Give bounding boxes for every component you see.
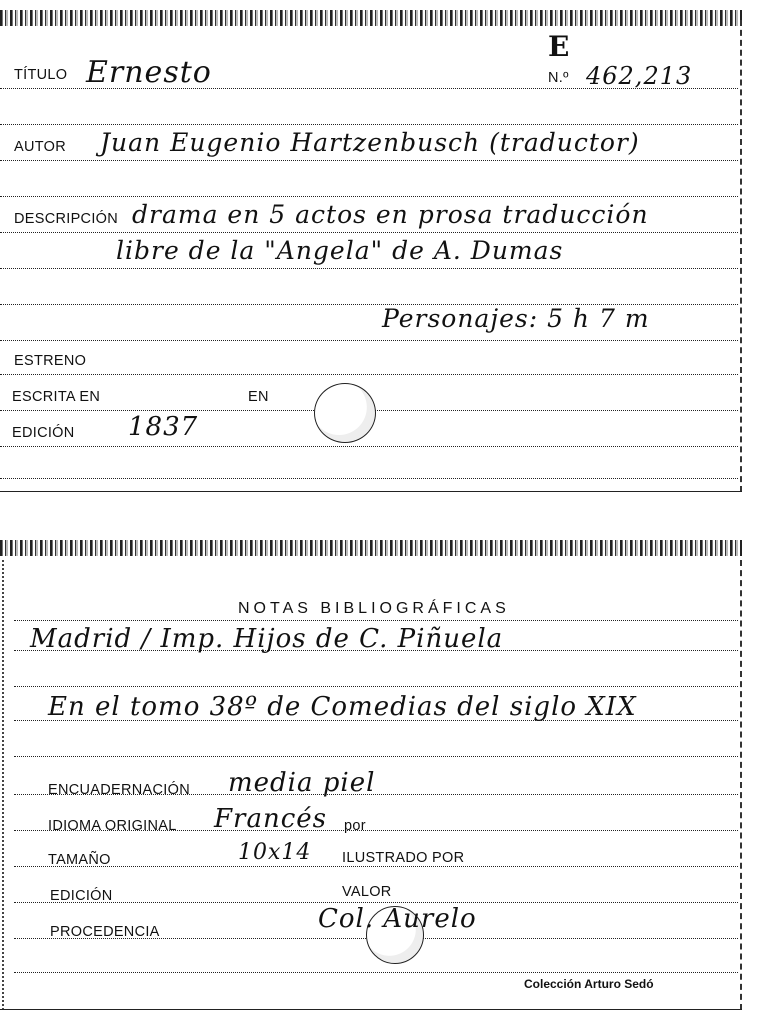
edicion-label-2: EDICIÓN bbox=[50, 888, 113, 904]
torn-top-edge bbox=[0, 10, 742, 26]
valor-label: VALOR bbox=[342, 884, 392, 900]
procedencia-value: Col. Aurelo bbox=[318, 904, 477, 934]
tamano-label: TAMAÑO bbox=[48, 852, 111, 868]
encuadernacion-value: media piel bbox=[228, 768, 376, 798]
card-bottom-edge bbox=[0, 491, 742, 492]
estreno-label: ESTRENO bbox=[14, 353, 87, 369]
rule-line bbox=[14, 902, 738, 903]
rule-line bbox=[14, 972, 738, 973]
rule-line bbox=[14, 686, 738, 687]
en-label: EN bbox=[248, 389, 269, 405]
idioma-label: IDIOMA ORIGINAL bbox=[48, 818, 177, 834]
card-left-edge bbox=[2, 560, 4, 1010]
idioma-value: Francés bbox=[214, 804, 328, 834]
por-label: por bbox=[344, 818, 366, 834]
rule-line bbox=[0, 196, 738, 197]
encuadernacion-label: ENCUADERNACIÓN bbox=[48, 782, 190, 798]
nota-line1: Madrid / Imp. Hijos de C. Piñuela bbox=[30, 624, 504, 654]
catalog-card-front bbox=[0, 0, 742, 492]
descripcion-label: DESCRIPCIÓN bbox=[14, 211, 119, 227]
card-bottom-edge bbox=[0, 1009, 742, 1010]
numero-value: 462,213 bbox=[586, 62, 693, 90]
catalog-card-back bbox=[0, 540, 742, 1010]
card-right-edge bbox=[740, 560, 742, 1010]
procedencia-label: PROCEDENCIA bbox=[50, 924, 160, 940]
collection-credit: Colección Arturo Sedó bbox=[524, 977, 654, 991]
titulo-label: TÍTULO bbox=[14, 67, 68, 83]
torn-top-edge bbox=[0, 540, 742, 556]
rule-line bbox=[14, 756, 738, 757]
rule-line bbox=[0, 340, 738, 341]
numero-label: N.º bbox=[548, 70, 569, 86]
notas-heading: NOTAS BIBLIOGRÁFICAS bbox=[238, 600, 510, 617]
catalog-letter: E bbox=[548, 30, 571, 63]
descripcion-line1: drama en 5 actos en prosa traducción bbox=[132, 200, 649, 229]
round-stamp bbox=[314, 383, 376, 443]
autor-value: Juan Eugenio Hartzenbusch (traductor) bbox=[100, 128, 640, 157]
nota-line2: En el tomo 38º de Comedias del siglo XIX bbox=[48, 692, 637, 722]
rule-line bbox=[0, 124, 738, 125]
rule-line bbox=[0, 160, 738, 161]
rule-line bbox=[0, 232, 738, 233]
escrita-en-label: ESCRITA EN bbox=[12, 389, 101, 405]
rule-line bbox=[0, 446, 738, 447]
autor-label: AUTOR bbox=[14, 139, 66, 155]
rule-line bbox=[0, 374, 738, 375]
edicion-label: EDICIÓN bbox=[12, 425, 75, 441]
rule-line bbox=[0, 478, 738, 479]
personajes-value: Personajes: 5 h 7 m bbox=[382, 304, 650, 333]
titulo-value: Ernesto bbox=[86, 55, 212, 90]
rule-line bbox=[14, 866, 738, 867]
card-right-edge bbox=[740, 20, 742, 492]
ilustrado-label: ILUSTRADO POR bbox=[342, 850, 465, 866]
edicion-value: 1837 bbox=[128, 412, 199, 442]
descripcion-line2: libre de la "Angela" de A. Dumas bbox=[116, 236, 564, 265]
tamano-value: 10x14 bbox=[238, 840, 312, 865]
rule-line bbox=[0, 268, 738, 269]
rule-line bbox=[14, 620, 738, 621]
